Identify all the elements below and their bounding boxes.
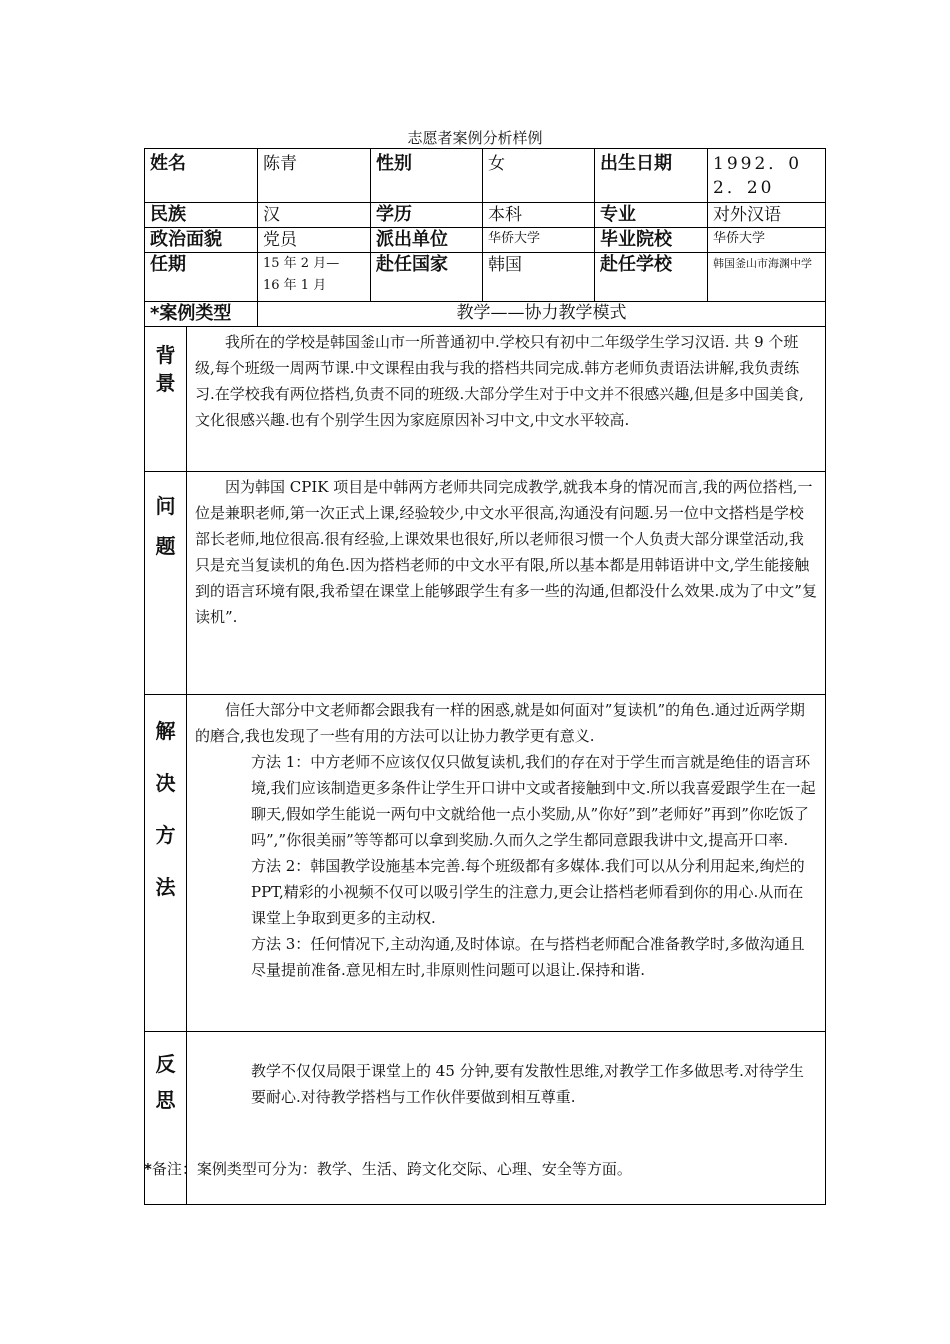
solution-side-label bbox=[145, 695, 187, 1032]
problem-side-label bbox=[145, 472, 187, 695]
major-label: 专业 bbox=[595, 203, 708, 228]
info-row-ethnicity bbox=[145, 203, 826, 228]
background-label-char-1: 背 bbox=[155, 343, 176, 367]
problem-label-char-2: 题 bbox=[155, 534, 176, 558]
info-row-case-type bbox=[145, 302, 826, 327]
birth-value: 1992．02．20 bbox=[708, 149, 826, 203]
major-value: 对外汉语 bbox=[708, 203, 826, 228]
dispatch-value: 华侨大学 bbox=[483, 228, 595, 253]
solution-method-2: 方法 2：韩国教学设施基本完善.每个班级都有多媒体.我们可以从分利用起来,绚烂的 PPT,精彩的小视频不仅可以吸引学生的注意力,更会让搭档老师看到你的用心.从而在课堂上争取到更多的主动权. bbox=[251, 857, 805, 927]
ethnicity-label: 民族 bbox=[145, 203, 258, 228]
dispatch-label: 派出单位 bbox=[371, 228, 483, 253]
solution-label-char-4: 法 bbox=[155, 875, 176, 899]
info-row-political bbox=[145, 228, 826, 253]
info-row-name bbox=[145, 149, 826, 203]
footnote-star: * bbox=[144, 1160, 152, 1178]
footnote-text: 备注：案例类型可分为：教学、生活、跨文化交际、心理、安全等方面。 bbox=[151, 1160, 632, 1178]
graduate-value: 华侨大学 bbox=[708, 228, 826, 253]
school-value: 韩国釜山市海渊中学 bbox=[708, 253, 826, 302]
background-label-char-2: 景 bbox=[155, 371, 176, 395]
country-value: 韩国 bbox=[483, 253, 595, 302]
problem-text: 因为韩国 CPIK 项目是中韩两方老师共同完成教学,就我本身的情况而言,我的两位搭档,一位是兼职老师,第一次正式上课,经验较少,中文水平很高,沟通没有问题.另一位中文搭档是学校部长老师,地位很高.很有经验,上课效果也很好,所以老师很习惯一个人负责大部分课堂活动,我只是充当复读机的角色.因为搭档老师的中文水平有限,所以基本都是用韩语讲中文,学生能接触到的语言环境有限,我希望在课堂上能够跟学生有多一些的沟通,但都没什么效果.成为了中文”复读机”. bbox=[195, 478, 817, 626]
section-solution bbox=[145, 695, 826, 1032]
birth-label: 出生日期 bbox=[595, 149, 708, 203]
term-line-1: 15 年 2 月— bbox=[263, 256, 340, 271]
solution-method-1: 方法 1：中方老师不应该仅仅只做复读机,我们的存在对于学生而言就是绝佳的语言环境,我们应该制造更多条件让学生开口讲中文或者接触到中文.所以我喜爱跟学生在一起聊天,假如学生能说一两句中文就给他一点小奖励,从”你好”到”老师好”再到”你吃饭了吗”,”你很美丽”等等都可以拿到奖励.久而久之学生都同意跟我讲中文,提高开口率. bbox=[251, 753, 816, 849]
solution-method-3: 方法 3：任何情况下,主动沟通,及时体谅。在与搭档老师配合准备教学时,多做沟通且尽量提前准备.意见相左时,非原则性问题可以退让.保持和谐. bbox=[251, 935, 805, 979]
political-value: 党员 bbox=[258, 228, 371, 253]
reflection-label-char-1: 反 bbox=[155, 1052, 176, 1076]
problem-label-char-1: 问 bbox=[155, 494, 176, 518]
case-type-value: 教学——协力教学模式 bbox=[258, 302, 826, 327]
solution-body bbox=[187, 695, 826, 1032]
graduate-label: 毕业院校 bbox=[595, 228, 708, 253]
term-line-2: 16 年 1 月 bbox=[263, 278, 327, 293]
problem-body bbox=[187, 472, 826, 695]
term-value bbox=[258, 253, 371, 302]
solution-label-char-1: 解 bbox=[155, 719, 176, 743]
ethnicity-value: 汉 bbox=[258, 203, 371, 228]
case-analysis-table bbox=[144, 148, 826, 1205]
reflection-text: 教学不仅仅局限于课堂上的 45 分钟,要有发散性思维,对教学工作多做思考.对待学生要耐心.对待教学搭档与工作伙伴要做到相互尊重. bbox=[251, 1062, 804, 1106]
section-background bbox=[145, 327, 826, 472]
background-body bbox=[187, 327, 826, 472]
country-label: 赴任国家 bbox=[371, 253, 483, 302]
education-label: 学历 bbox=[371, 203, 483, 228]
case-type-label: *案例类型 bbox=[145, 302, 258, 327]
political-label: 政治面貌 bbox=[145, 228, 258, 253]
name-label: 姓名 bbox=[145, 149, 258, 203]
footnote bbox=[144, 1158, 632, 1179]
info-row-term bbox=[145, 253, 826, 302]
reflection-label-char-2: 思 bbox=[155, 1088, 176, 1112]
background-text: 我所在的学校是韩国釜山市一所普通初中.学校只有初中二年级学生学习汉语. 共 9 个班级,每个班级一周两节课.中文课程由我与我的搭档共同完成.韩方老师负责语法讲解,我负责练习.在学校我有两位搭档,负责不同的班级.大部分学生对于中文并不很感兴趣,但是多中国美食,文化很感兴趣.也有个别学生因为家庭原因补习中文,中文水平较高. bbox=[195, 333, 804, 429]
education-value: 本科 bbox=[483, 203, 595, 228]
gender-label: 性别 bbox=[371, 149, 483, 203]
document-title: 志愿者案例分析样例 bbox=[407, 129, 543, 147]
school-label: 赴任学校 bbox=[595, 253, 708, 302]
solution-label-char-2: 决 bbox=[155, 771, 176, 795]
term-label: 任期 bbox=[145, 253, 258, 302]
solution-intro: 信任大部分中文老师都会跟我有一样的困惑,就是如何面对”复读机”的角色.通过近两学期的磨合,我也发现了一些有用的方法可以让协力教学更有意义. bbox=[195, 701, 805, 745]
gender-value: 女 bbox=[483, 149, 595, 203]
name-value: 陈青 bbox=[258, 149, 371, 203]
solution-label-char-3: 方 bbox=[155, 823, 176, 847]
section-problem bbox=[145, 472, 826, 695]
background-side-label bbox=[145, 327, 187, 472]
